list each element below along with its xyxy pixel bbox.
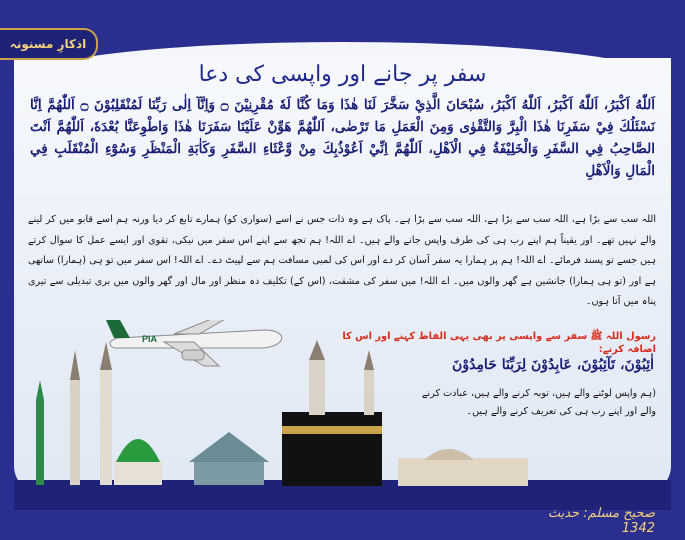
- page-title: سفر پر جانے اور واپسی کی دعا: [198, 62, 487, 87]
- urdu-translation-text: اللہ سب سے بڑا ہے، اللہ سب سے بڑا ہے، اللہ سب سے بڑا ہے۔ پاک ہے وہ ذات جس نے اسے (سواری کو) ہمارے تابع کر دیا ورنہ ہم اسے قابو میں کر لینے والے نہیں تھے۔ اور یقیناً ہم اپنے رب ہی کی طرف واپس جانے والے ہیں۔ اے اللہ! ہم تجھ سے اپنے اس سفر میں نیکی، تقوی اور ایسے عمل کا سوال کرتے ہیں جسے تو پسند فرمائے۔ اے اللہ! ہم پر ہمارا یہ سفر آسان کر دے اور اس کی لمبی مسافت ہم سے لپیٹ دے۔ اے اللہ! اس سفر میں تو ہی (ہمارا) ساتھی ہے اور (تو ہی ہمارا) جانشین ہے گھر والوں میں۔ اے اللہ! میں سفر کی مشقت، (اس کے) تکلیف دہ منظر اور مال اور گھر والوں میں بری تبدیلی سے تیری پناہ میں آتا ہوں۔: [28, 214, 656, 307]
- minaret-icon: [100, 370, 112, 485]
- category-tag-label: اذکارِ مسنونہ: [9, 37, 87, 51]
- dome-icon: [424, 449, 474, 460]
- airplane-icon: [106, 320, 282, 366]
- minaret-icon: [36, 380, 44, 400]
- return-dua-translation: (ہم واپس لوٹنے والے ہیں، توبہ کرنے والے ہیں، عبادت کرنے والے اور اپنے رب ہی کی تعریف کرنے والے ہیں۔: [421, 388, 656, 417]
- prophet-quote-text: رسول اللہ ﷺ سفر سے واپسی پر بھی یہی الفاظ کہتے اور اس کا اضافہ کرتے:: [342, 331, 656, 355]
- minaret-icon: [100, 342, 112, 370]
- green-dome-icon: [116, 439, 160, 462]
- building-roof-icon: [189, 432, 269, 462]
- category-tag: [0, 28, 98, 60]
- minaret-icon: [70, 380, 80, 485]
- minaret-icon: [364, 370, 374, 415]
- hadith-reference: صحیح مسلم: حدیث 1342: [547, 506, 655, 536]
- mosque-base: [114, 460, 162, 485]
- arabic-dua-text: اَللّٰهُ اَكْبَرُ، اَللّٰهُ اَكْبَرُ، اَللّٰهُ اَكْبَرُ، سُبْحَانَ الَّذِيْ سَخَّرَ لَنَا هٰذَا وَمَا كُنَّا لَهٗ مُقْرِنِيْنَ ۝ وَاِنَّآ اِلٰى رَبِّنَا لَمُنْقَلِبُوْنَ ۝ اَللّٰهُمَّ اِنَّا نَسْئَلُكَ فِيْ سَفَرِنَا هٰذَا الْبِرَّ وَالتَّقْوٰى وَمِنَ الْعَمَلِ مَا تَرْضٰى، اَللّٰهُمَّ هَوِّنْ عَلَيْنَا سَفَرَنَا هٰذَا وَاطْوِعَنَّا بُعْدَهٗ، اَللّٰهُمَّ اَنْتَ الصَّاحِبُ فِي السَّفَرِ وَالْخَلِيْفَةُ فِي الْاَهْلِ، اَللّٰهُمَّ اِنِّيْ اَعُوْذُبِكَ مِنْ وَّعْثَاءِ السَّفَرِ وَكَاٰبَةِ الْمَنْظَرِ وَسُوْٓءِ الْمُنْقَلَبِ فِي الْمَالِ وَالْاَهْلِ: [30, 97, 655, 179]
- minaret-icon: [70, 350, 80, 380]
- plane-label: PIA: [142, 334, 158, 344]
- tower-icon: [309, 360, 325, 415]
- kaaba-band: [282, 426, 382, 434]
- building-icon: [398, 458, 528, 486]
- kaaba-icon: [282, 412, 382, 486]
- building-icon: [194, 460, 264, 485]
- minaret-icon: [36, 400, 44, 485]
- return-dua-text: اٰئِبُوْنَ، تَآئِبُوْنَ، عَابِدُوْنَ لِرَبِّنَا حَامِدُوْنَ: [452, 357, 654, 373]
